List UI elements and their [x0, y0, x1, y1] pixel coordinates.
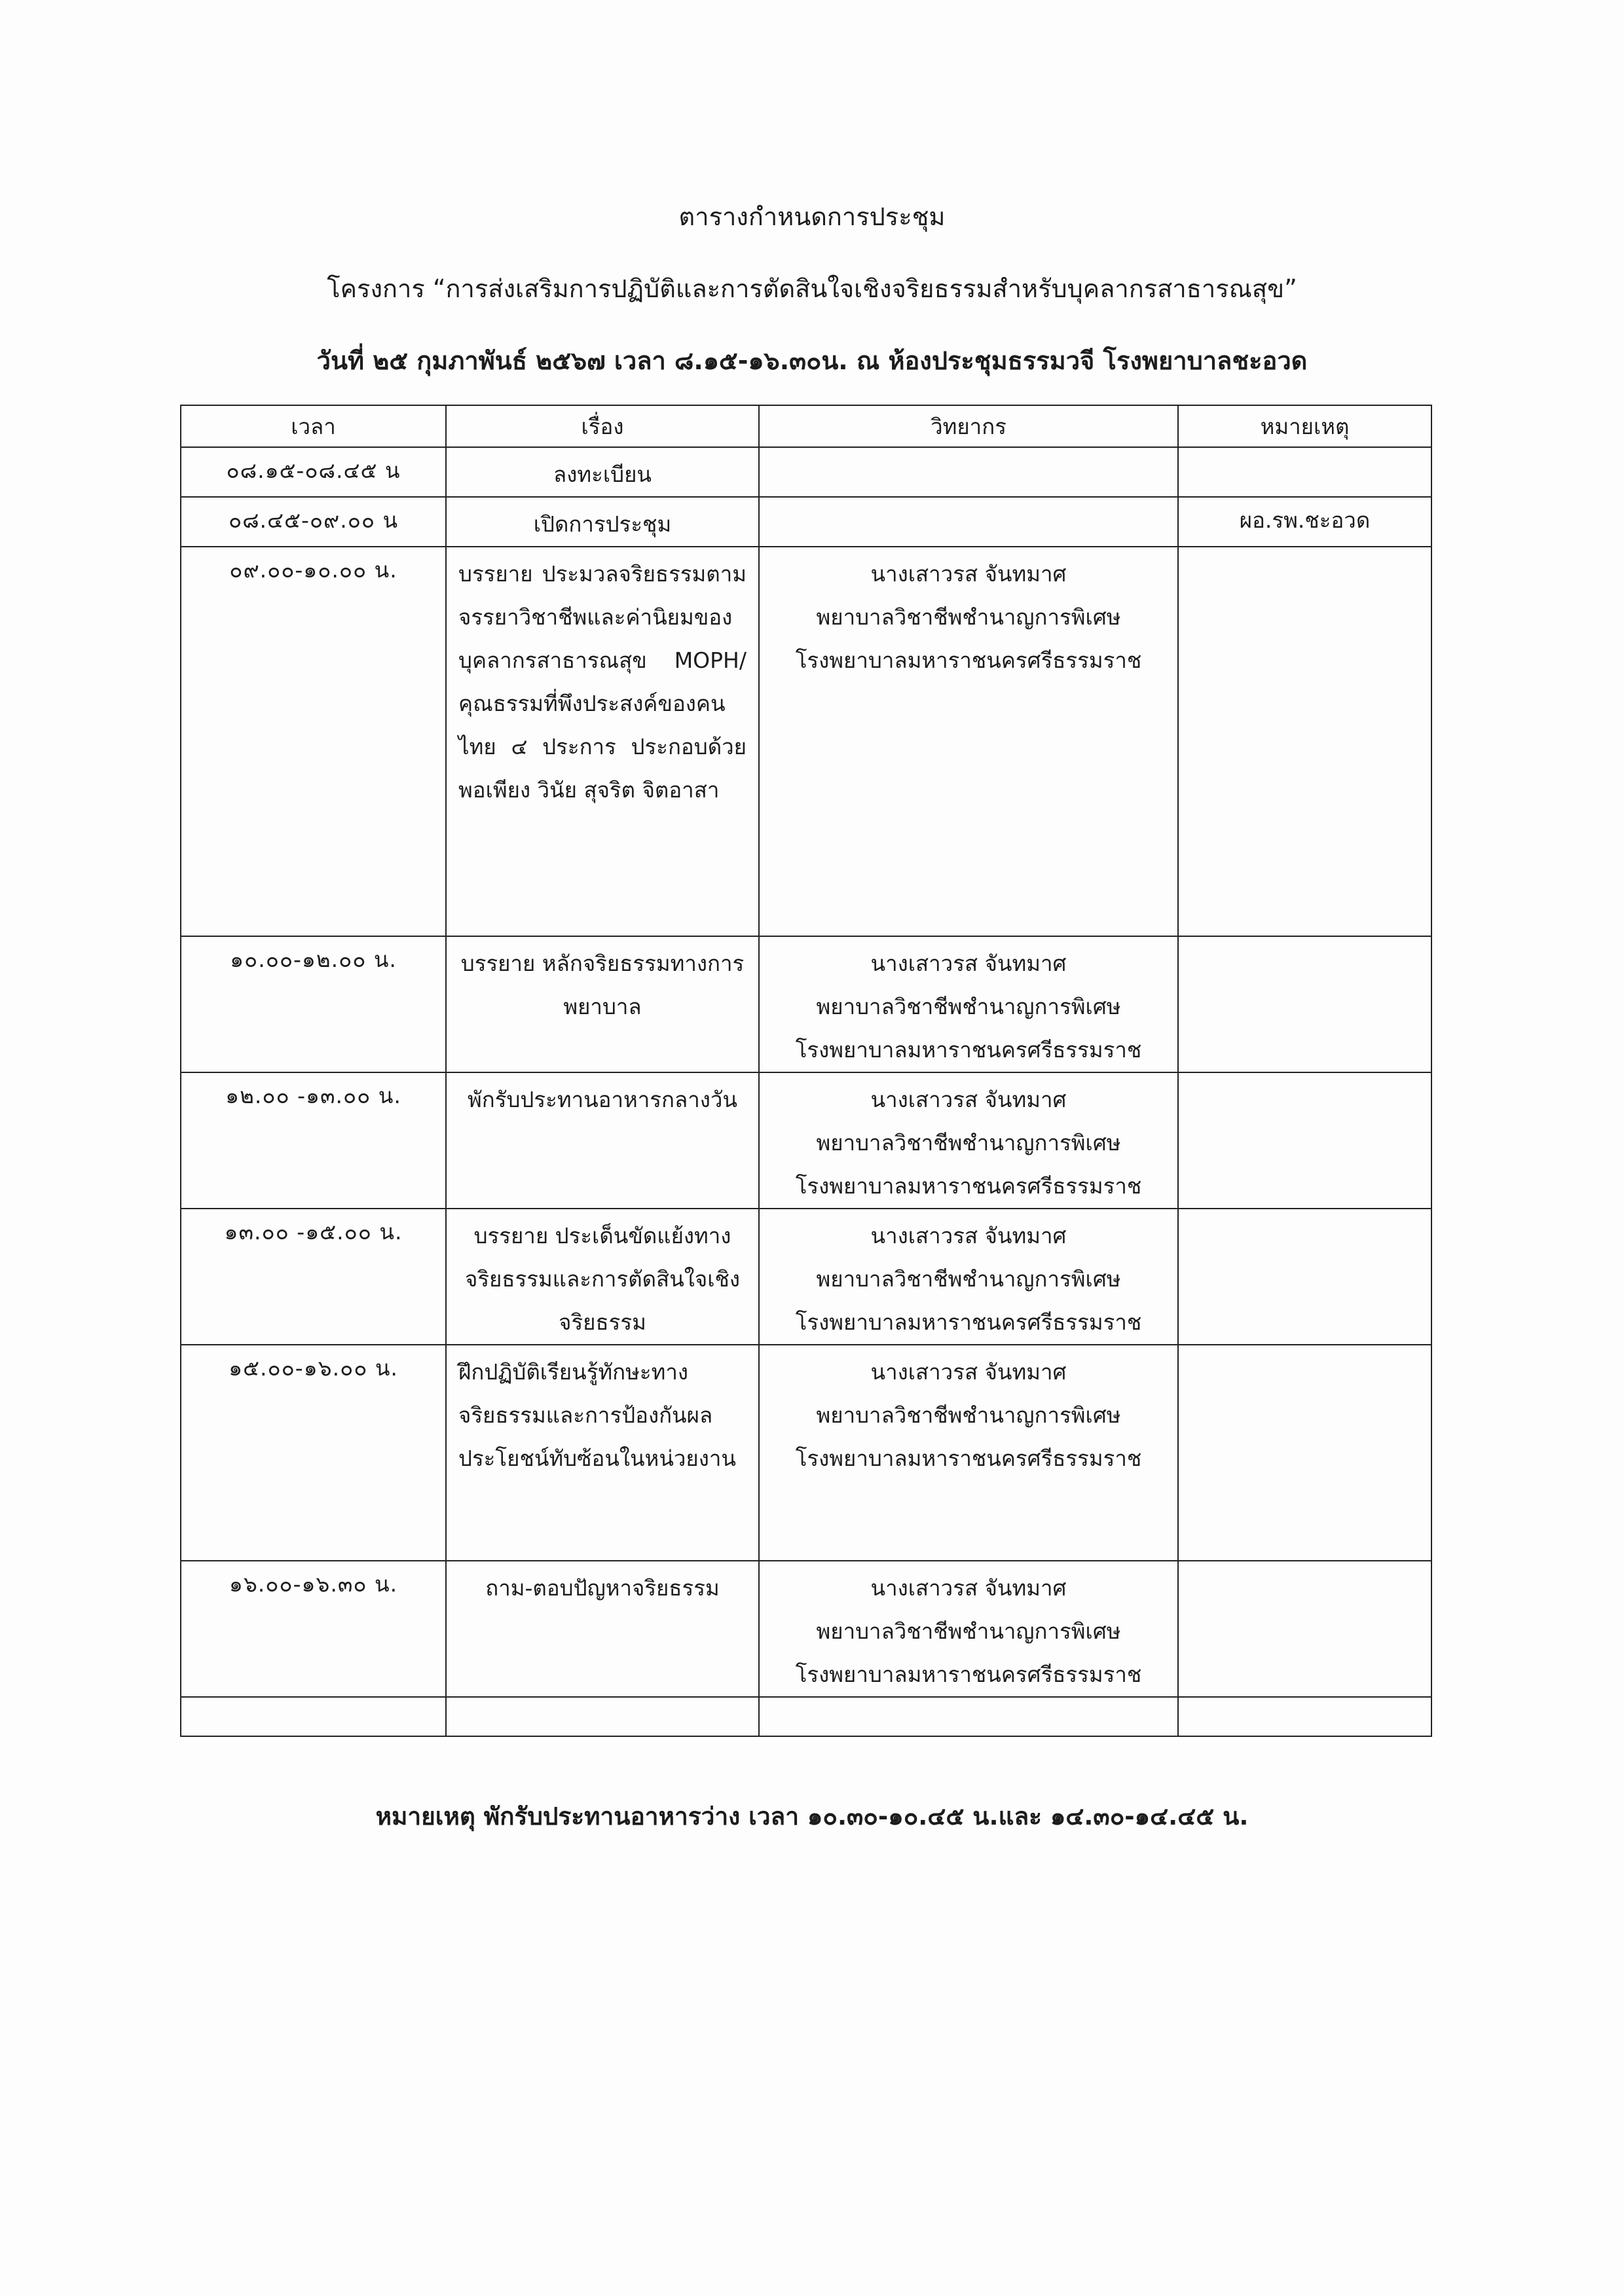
row-note	[1178, 1697, 1431, 1736]
row-note	[1178, 547, 1431, 936]
row-topic: ถาม-ตอบปัญหาจริยธรรม	[446, 1561, 759, 1697]
table-header-row	[181, 405, 1431, 447]
speaker-name: นางเสาวรส จันทมาศ	[870, 1223, 1067, 1248]
row-speaker	[759, 447, 1178, 497]
row-speaker	[759, 936, 1178, 1072]
speaker-name: นางเสาวรส จันทมาศ	[870, 1575, 1067, 1601]
row-note: ผอ.รพ.ชะอวด	[1178, 497, 1431, 547]
footnote-remark: หมายเหตุ พักรับประทานอาหารว่าง เวลา ๑๐.๓๐-๑๐.๔๕ น.และ ๑๔.๓๐-๑๔.๔๕ น.	[375, 1802, 1249, 1831]
speaker-position: พยาบาลวิชาชีพชำนาญการพิเศษ	[816, 1130, 1121, 1156]
speaker-position: พยาบาลวิชาชีพชำนาญการพิเศษ	[816, 994, 1121, 1019]
header-speaker: วิทยากร	[759, 405, 1178, 447]
row-time: ๐๘.๑๕-๐๘.๔๕ น	[181, 447, 446, 497]
row-topic: บรรยาย ประเด็นขัดแย้งทางจริยธรรมและการตัดสินใจเชิงจริยธรรม	[446, 1209, 759, 1345]
speaker-name: นางเสาวรส จันทมาศ	[870, 561, 1067, 587]
schedule-title: ตารางกำหนดการประชุม	[678, 202, 946, 231]
row-speaker	[759, 1697, 1178, 1736]
speaker-hospital: โรงพยาบาลมหาราชนครศรีธรรมราช	[795, 1446, 1142, 1471]
speaker-position: พยาบาลวิชาชีพชำนาญการพิเศษ	[816, 1266, 1121, 1292]
speaker-name: นางเสาวรส จันทมาศ	[870, 951, 1067, 976]
row-topic: พักรับประทานอาหารกลางวัน	[446, 1072, 759, 1209]
row-note	[1178, 1345, 1431, 1561]
speaker-hospital: โรงพยาบาลมหาราชนครศรีธรรมราช	[795, 647, 1142, 673]
row-time: ๑๖.๐๐-๑๖.๓๐ น.	[181, 1561, 446, 1697]
row-note	[1178, 1072, 1431, 1209]
speaker-hospital: โรงพยาบาลมหาราชนครศรีธรรมราช	[795, 1037, 1142, 1063]
table-row	[181, 1072, 1431, 1209]
row-time: ๐๙.๐๐-๑๐.๐๐ น.	[181, 547, 446, 936]
row-topic: เปิดการประชุม	[446, 497, 759, 547]
table-row	[181, 1561, 1431, 1697]
speaker-position: พยาบาลวิชาชีพชำนาญการพิเศษ	[816, 1402, 1121, 1428]
table-row	[181, 1345, 1431, 1561]
table-row	[181, 447, 1431, 497]
table-row	[181, 1697, 1431, 1736]
row-speaker	[759, 1072, 1178, 1209]
table-row	[181, 497, 1431, 547]
header-time: เวลา	[181, 405, 446, 447]
row-topic: ลงทะเบียน	[446, 447, 759, 497]
row-speaker	[759, 547, 1178, 936]
row-time: ๑๐.๐๐-๑๒.๐๐ น.	[181, 936, 446, 1072]
row-note	[1178, 1561, 1431, 1697]
table-row	[181, 547, 1431, 936]
row-note	[1178, 447, 1431, 497]
speaker-name: นางเสาวรส จันทมาศ	[870, 1087, 1067, 1112]
row-time: ๑๓.๐๐ -๑๕.๐๐ น.	[181, 1209, 446, 1345]
row-topic: บรรยาย ประมวลจริยธรรมตามจรรยาวิชาชีพและค่านิยมของบุคลากรสาธารณสุข MOPH/ คุณธรรมที่พึงประสงค์ของคนไทย ๔ ประการ ประกอบด้วย พอเพียง วินัย สุจริต จิตอาสา	[446, 547, 759, 936]
header-topic: เรื่อง	[446, 405, 759, 447]
speaker-name: นางเสาวรส จันทมาศ	[870, 1359, 1067, 1385]
project-name: โครงการ “การส่งเสริมการปฏิบัติและการตัดสินใจเชิงจริยธรรมสำหรับบุคลากรสาธารณสุข”	[327, 274, 1297, 303]
speaker-hospital: โรงพยาบาลมหาราชนครศรีธรรมราช	[795, 1173, 1142, 1199]
speaker-hospital: โรงพยาบาลมหาราชนครศรีธรรมราช	[795, 1662, 1142, 1687]
row-speaker	[759, 497, 1178, 547]
schedule-table	[180, 405, 1432, 1737]
row-note	[1178, 936, 1431, 1072]
row-topic	[446, 1697, 759, 1736]
row-time	[181, 1697, 446, 1736]
date-venue-line: วันที่ ๒๕ กุมภาพันธ์ ๒๕๖๗ เวลา ๘.๑๕-๑๖.๓๐น. ณ ห้องประชุมธรรมวจี โรงพยาบาลชะอวด	[316, 346, 1308, 375]
row-speaker	[759, 1345, 1178, 1561]
speaker-position: พยาบาลวิชาชีพชำนาญการพิเศษ	[816, 1618, 1121, 1644]
speaker-hospital: โรงพยาบาลมหาราชนครศรีธรรมราช	[795, 1309, 1142, 1335]
speaker-position: พยาบาลวิชาชีพชำนาญการพิเศษ	[816, 604, 1121, 630]
row-time: ๑๕.๐๐-๑๖.๐๐ น.	[181, 1345, 446, 1561]
row-time: ๐๘.๔๕-๐๙.๐๐ น	[181, 497, 446, 547]
row-time: ๑๒.๐๐ -๑๓.๐๐ น.	[181, 1072, 446, 1209]
row-speaker	[759, 1561, 1178, 1697]
row-speaker	[759, 1209, 1178, 1345]
table-row	[181, 1209, 1431, 1345]
row-note	[1178, 1209, 1431, 1345]
table-row	[181, 936, 1431, 1072]
header-note: หมายเหตุ	[1178, 405, 1431, 447]
row-topic: บรรยาย หลักจริยธรรมทางการพยาบาล	[446, 936, 759, 1072]
row-topic: ฝึกปฏิบัติเรียนรู้ทักษะทางจริยธรรมและการป้องกันผลประโยชน์ทับซ้อนในหน่วยงาน	[446, 1345, 759, 1561]
